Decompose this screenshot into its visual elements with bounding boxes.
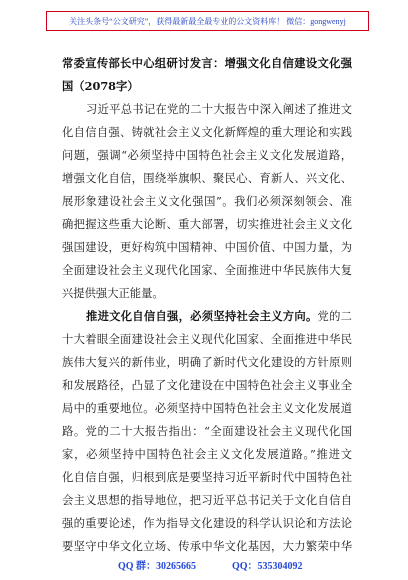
body-line: 增强文化自信，围绕举旗帜、聚民心、育新人、兴文化、 — [62, 172, 352, 185]
paragraph-text: 党的二 — [317, 310, 352, 323]
body-line: 化自信自强、铸就社会主义文化新辉煌的重大理论和实践 — [62, 126, 352, 139]
body-line: 和发展路径，凸显了文化建设在中国特色社会主义事业全 — [62, 379, 352, 392]
qq-group-number: QQ 群：30265665 — [118, 561, 197, 572]
footer-contact — [0, 559, 408, 574]
paragraph-1 — [62, 98, 352, 305]
body-line: 家，必须坚持中国特色社会主义文化发展道路。”推进文 — [62, 448, 352, 461]
body-line: 会主义思想的指导地位，把习近平总书记关于文化自信自 — [62, 494, 352, 507]
body-line: 十大着眼全面建设社会主义现代化国家、全面推进中华民 — [62, 333, 352, 346]
document-body — [62, 98, 352, 558]
body-line: 要坚守中华文化立场、传承中华文化基因，大力繁荣中华 — [62, 540, 352, 553]
body-line: 族伟大复兴的新伟业，明确了新时代文化建设的方针原则 — [62, 356, 352, 369]
body-line: 兴提供强大正能量。 — [62, 287, 164, 300]
body-line: 强的重要论述，作为指导文化建设的科学认识论和方法论 — [62, 517, 352, 530]
body-line: 局中的重要地位。必须坚持中国特色社会主义文化发展道 — [62, 402, 352, 415]
body-line: 路。党的二十大报告指出：“全面建设社会主义现代化国 — [62, 425, 352, 438]
paragraph-2 — [62, 305, 352, 558]
paragraph-heading: 推进文化自信自强，必须坚持社会主义方向。 — [86, 309, 318, 323]
body-line: 全面建设社会主义现代化国家、全面推进中华民族伟大复 — [62, 264, 352, 277]
title-line: 常委宣传部长中心组研讨发言：增强文化自信建设文化强 — [62, 56, 352, 70]
header-notice-box — [46, 11, 369, 31]
body-line: 习近平总书记在党的二十大报告中深入阐述了推进文 — [86, 103, 352, 116]
document-title — [62, 52, 352, 98]
header-notice-text: 关注头条号“公文研究”，获得最新最全最专业的公文资料库！ 微信：gongwenyj — [69, 16, 346, 26]
title-line: 国（2078字） — [62, 79, 139, 93]
body-line: 确把握这些重大论断、重大部署，切实推进社会主义文化 — [62, 218, 352, 231]
body-line: 强国建设，更好构筑中国精神、中国价值、中国力量，为 — [62, 241, 352, 254]
qq-number: QQ：535304092 — [232, 561, 303, 572]
body-line — [86, 305, 352, 328]
body-line: 化自信自强，归根到底是要坚持习近平新时代中国特色社 — [62, 471, 352, 484]
body-line: 问题，强调“必须坚持中国特色社会主义文化发展道路， — [62, 149, 352, 162]
body-line: 展形象建设社会主义文化强国”。我们必须深刻领会、准 — [62, 195, 352, 208]
